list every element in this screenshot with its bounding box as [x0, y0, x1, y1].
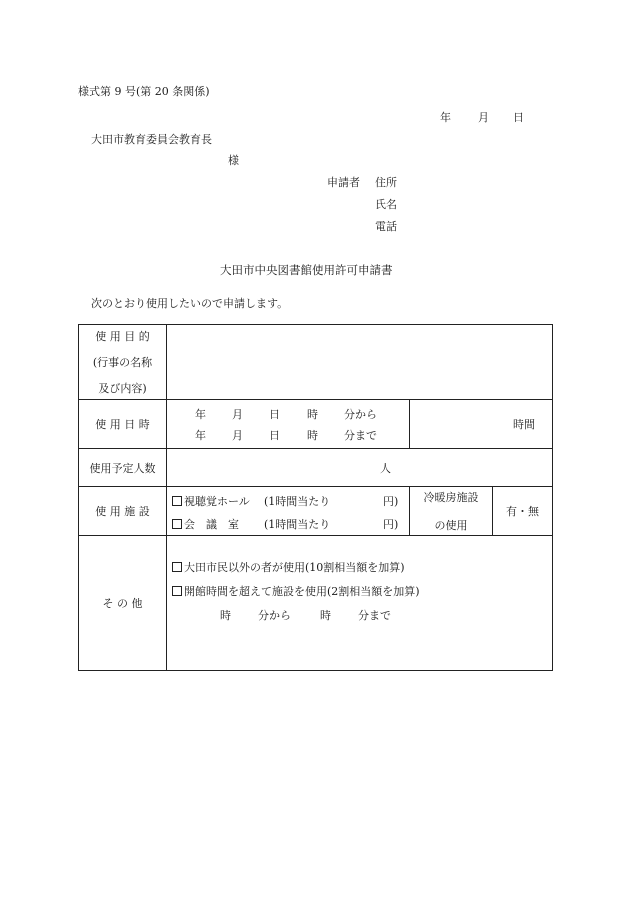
date-year-label: 年	[440, 111, 451, 124]
people-row	[79, 449, 553, 487]
start-year: 年	[195, 408, 206, 421]
checkbox[interactable]	[172, 562, 182, 572]
datetime-label: 使 用 日 時	[79, 400, 167, 449]
facility-hall-yen: 円)	[383, 495, 399, 508]
facility-field	[167, 487, 410, 536]
other-option-nonresident[interactable]: 大田市民以外の者が使用(10割相当額を加算)	[172, 562, 405, 573]
purpose-label-sub1: (行事の名称	[92, 356, 153, 369]
date-day-label: 日	[513, 111, 524, 124]
facility-room-rate: (1時間当たり	[264, 518, 331, 531]
form-number: 様式第 9 号(第 20 条関係)	[78, 85, 210, 98]
facility-option-hall[interactable]: 視聴覚ホール	[172, 496, 250, 507]
checkbox[interactable]	[172, 519, 182, 529]
facility-row	[79, 487, 553, 536]
hours-unit: 時間	[513, 418, 536, 431]
document-title: 大田市中央図書館使用許可申請書	[220, 263, 393, 277]
purpose-label: 使 用 目 的	[95, 330, 150, 343]
other-start-hour: 時	[220, 609, 231, 622]
applicant-name-label: 氏名	[375, 198, 397, 211]
datetime-row	[79, 400, 553, 449]
purpose-label-cell	[79, 325, 167, 400]
end-month: 月	[232, 429, 243, 442]
datetime-field[interactable]	[167, 400, 410, 449]
purpose-field[interactable]	[167, 325, 553, 400]
applicant-address-label: 住所	[375, 176, 397, 189]
checkbox[interactable]	[172, 586, 182, 596]
other-field	[167, 536, 553, 671]
start-hour: 時	[307, 408, 318, 421]
date-month-label: 月	[478, 111, 489, 124]
other-start-minute: 分から	[258, 609, 291, 622]
checkbox[interactable]	[172, 496, 182, 506]
hours-field[interactable]	[410, 400, 553, 449]
other-end-minute: 分まで	[358, 609, 391, 622]
ac-label-sub: の使用	[434, 519, 468, 532]
purpose-row	[79, 325, 553, 400]
start-month: 月	[232, 408, 243, 421]
facility-option-meeting-room[interactable]: 会 議 室	[172, 519, 239, 530]
addressee: 大田市教育委員会教育長	[91, 133, 212, 146]
applicant-label: 申請者	[327, 176, 360, 189]
addressee-honorific: 様	[228, 154, 239, 167]
purpose-label-sub2: 及び内容)	[98, 382, 147, 395]
ac-label-cell	[410, 487, 493, 536]
application-table	[78, 324, 553, 671]
start-day: 日	[269, 408, 280, 421]
people-label: 使用予定人数	[79, 449, 167, 487]
other-option-extended-hours[interactable]: 開館時間を超えて施設を使用(2割相当額を加算)	[172, 586, 420, 597]
facility-label: 使 用 施 設	[79, 487, 167, 536]
people-field[interactable]	[167, 449, 553, 487]
end-year: 年	[195, 429, 206, 442]
end-hour: 時	[307, 429, 318, 442]
intro-text: 次のとおり使用したいので申請します。	[91, 297, 289, 310]
facility-room-yen: 円)	[383, 518, 399, 531]
ac-label: 冷暖房施設	[423, 491, 479, 504]
ac-value[interactable]: 有・無	[493, 487, 553, 536]
end-day: 日	[269, 429, 280, 442]
people-unit: 人	[380, 461, 391, 475]
end-minute: 分まで	[344, 429, 377, 442]
other-label: そ の 他	[79, 536, 167, 671]
start-minute: 分から	[344, 408, 377, 421]
other-row	[79, 536, 553, 671]
other-end-hour: 時	[320, 609, 331, 622]
applicant-phone-label: 電話	[375, 220, 397, 233]
facility-hall-rate: (1時間当たり	[264, 495, 331, 508]
